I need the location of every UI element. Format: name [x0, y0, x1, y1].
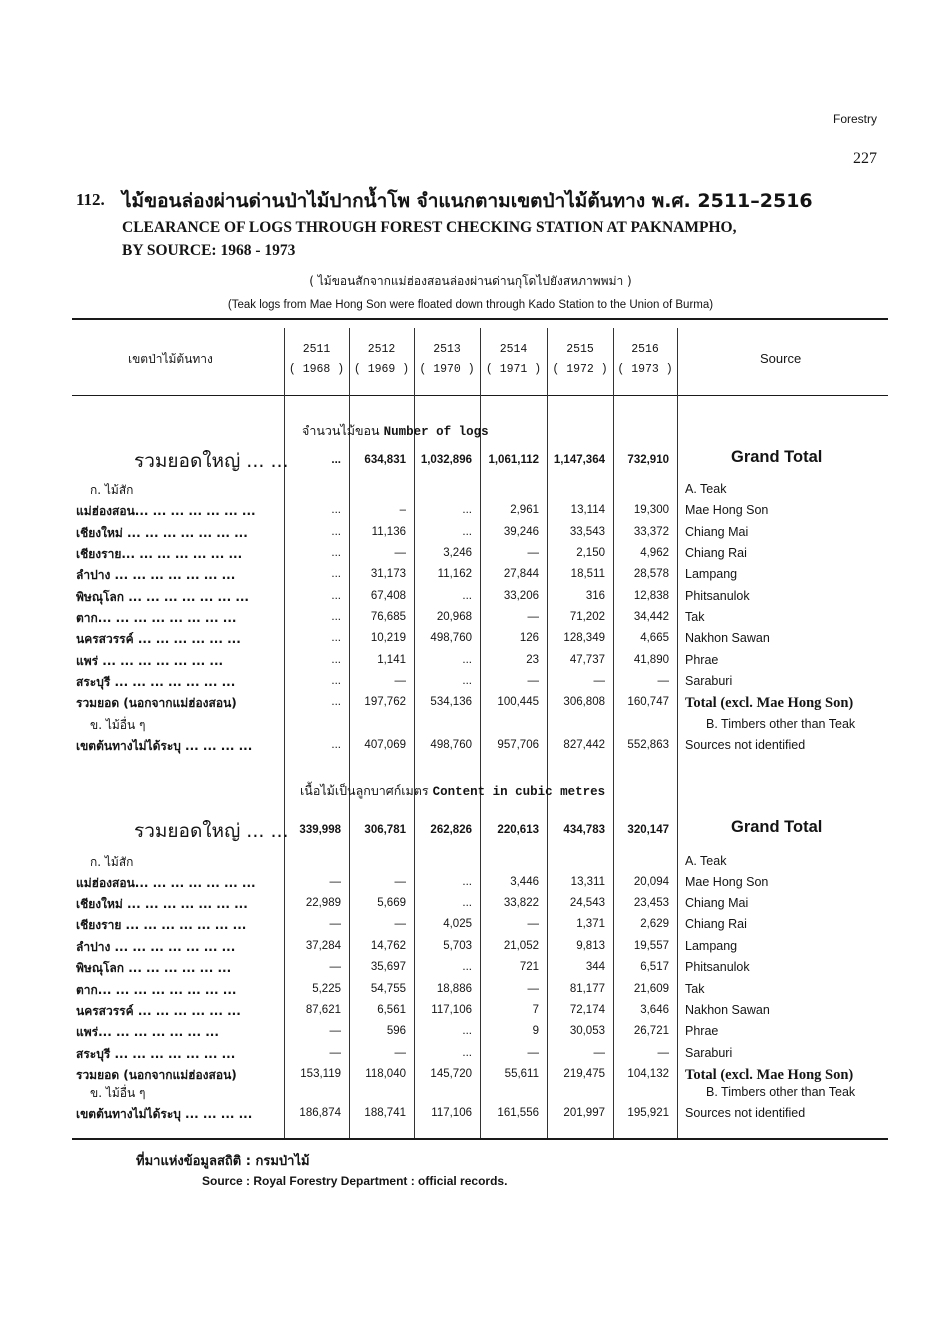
- title-en-line-2: BY SOURCE: 1968 - 1973: [122, 242, 296, 259]
- value-cell: —: [527, 1047, 539, 1059]
- table-row: [0, 694, 941, 715]
- value-cell: 320,147: [627, 824, 669, 836]
- value-cell: 13,311: [570, 876, 605, 888]
- value-cell: 9: [532, 1025, 539, 1037]
- row-source-label: A. Teak: [685, 482, 727, 496]
- table-row: [0, 737, 941, 758]
- value-cell: 2,150: [576, 547, 605, 559]
- table-row: [0, 959, 941, 980]
- row-label: สระบุรี ... ... ... ... ... ... ...: [76, 1047, 236, 1061]
- row-label: ก. ไม้สัก: [90, 855, 134, 869]
- value-cell: 11,136: [371, 526, 406, 538]
- header-year-2514: [480, 340, 547, 380]
- value-cell: ...: [462, 504, 472, 516]
- section-title-english: Number of logs: [383, 425, 489, 439]
- grand-total-row: [0, 820, 941, 841]
- value-cell: 201,997: [563, 1107, 605, 1119]
- value-cell: 87,621: [305, 1004, 341, 1016]
- row-label: เชียงใหม่ ... ... ... ... ... ... ...: [76, 897, 248, 911]
- value-cell: 262,826: [430, 824, 472, 836]
- value-cell: 1,147,364: [553, 454, 605, 466]
- value-cell: 35,697: [370, 961, 406, 973]
- footer-source-thai: ที่มาแห่งข้อมูลสถิติ : กรมป่าไม้: [136, 1154, 310, 1169]
- value-cell: 197,762: [364, 696, 406, 708]
- row-source-label: Grand Total: [731, 818, 823, 836]
- value-cell: 1,141: [377, 654, 406, 666]
- value-cell: 306,781: [364, 824, 406, 836]
- value-cell: —: [527, 918, 539, 930]
- row-source-label: Phitsanulok: [685, 589, 750, 603]
- section-title: [302, 421, 489, 441]
- table-row: [0, 566, 941, 587]
- row-source-label: Tak: [685, 982, 705, 996]
- value-cell: 26,721: [633, 1025, 669, 1037]
- value-cell: 827,442: [563, 739, 605, 751]
- value-cell: 1,371: [576, 918, 605, 930]
- value-cell: 434,783: [563, 824, 605, 836]
- value-cell: 407,069: [364, 739, 406, 751]
- value-cell: —: [394, 918, 406, 930]
- row-source-label: Saraburi: [685, 674, 733, 688]
- row-source-label: Chiang Rai: [685, 917, 747, 931]
- value-cell: 20,968: [436, 611, 472, 623]
- value-cell: 732,910: [627, 454, 669, 466]
- value-cell: 117,106: [431, 1107, 472, 1119]
- value-cell: 71,202: [569, 611, 605, 623]
- header-year-be: 2516: [631, 343, 659, 356]
- row-label: พิษณุโลก ... ... ... ... ... ...: [76, 961, 232, 975]
- row-label: สระบุรี ... ... ... ... ... ... ...: [76, 675, 236, 689]
- row-source-label: Saraburi: [685, 1046, 733, 1060]
- value-cell: —: [394, 876, 406, 888]
- row-source-label: Mae Hong Son: [685, 875, 769, 889]
- value-cell: ...: [331, 590, 341, 602]
- table-row: [0, 609, 941, 630]
- row-label: รวมยอด (นอกจากแม่ฮ่องสอน): [76, 696, 237, 710]
- section-title-english: Content in cubic metres: [432, 785, 606, 799]
- value-cell: 188,741: [364, 1107, 406, 1119]
- table-note-thai: ( ไม้ขอนสักจากแม่ฮ่องสอนล่องผ่านด่านกุโดไปยังสหภาพพม่า ): [309, 274, 632, 288]
- value-cell: ...: [462, 654, 472, 666]
- value-cell: 344: [585, 961, 605, 973]
- value-cell: 34,442: [633, 611, 669, 623]
- row-label: ก. ไม้สัก: [90, 483, 134, 497]
- value-cell: —: [527, 675, 539, 687]
- header-year-be: 2515: [566, 343, 594, 356]
- header-year-ce: ( 1971 ): [485, 363, 542, 376]
- value-cell: 498,760: [430, 739, 472, 751]
- value-cell: ...: [331, 547, 341, 559]
- row-source-label: B. Timbers other than Teak: [706, 717, 856, 731]
- value-cell: —: [527, 983, 539, 995]
- value-cell: 19,557: [633, 940, 669, 952]
- value-cell: ...: [462, 1025, 472, 1037]
- value-cell: ...: [331, 454, 341, 466]
- value-cell: 20,094: [633, 876, 669, 888]
- value-cell: 160,747: [627, 696, 669, 708]
- value-cell: 2,961: [510, 504, 539, 516]
- row-label: นครสวรรค์ ... ... ... ... ... ...: [76, 632, 241, 646]
- value-cell: 21,052: [503, 940, 539, 952]
- row-label: ลำปาง ... ... ... ... ... ... ...: [76, 940, 236, 954]
- value-cell: 37,284: [305, 940, 341, 952]
- value-cell: 3,246: [443, 547, 472, 559]
- header-region-label: เขตป่าไม้ต้นทาง: [128, 352, 213, 366]
- header-year-2513: [414, 340, 480, 380]
- table-title-english: [122, 216, 882, 262]
- value-cell: 18,886: [436, 983, 472, 995]
- header-year-be: 2511: [302, 343, 331, 356]
- row-label: เชียงราย... ... ... ... ... ... ...: [76, 547, 243, 561]
- table-top-rule: [72, 318, 888, 320]
- value-cell: 195,921: [627, 1107, 669, 1119]
- value-cell: 41,890: [633, 654, 669, 666]
- value-cell: 33,206: [503, 590, 539, 602]
- footer-source-english: Source : Royal Forestry Department : official records.: [202, 1174, 508, 1188]
- value-cell: 11,162: [437, 568, 472, 580]
- value-cell: 2,629: [640, 918, 669, 930]
- value-cell: 28,578: [633, 568, 669, 580]
- table-row: [0, 874, 941, 895]
- header-year-2516: [613, 340, 677, 380]
- value-cell: 161,556: [497, 1107, 539, 1119]
- row-label: แพร่... ... ... ... ... ... ...: [76, 1025, 219, 1039]
- value-cell: —: [329, 1047, 341, 1059]
- value-cell: 23,453: [633, 897, 669, 909]
- header-year-be: 2513: [433, 343, 461, 356]
- value-cell: 596: [386, 1025, 406, 1037]
- row-label: เขตต้นทางไม่ได้ระบุ ... ... ... ...: [76, 739, 253, 753]
- value-cell: 12,838: [633, 590, 669, 602]
- value-cell: 18,511: [570, 568, 605, 580]
- header-year-be: 2514: [499, 343, 528, 356]
- value-cell: 31,173: [370, 568, 406, 580]
- value-cell: 6,561: [377, 1004, 406, 1016]
- row-label: เชียงราย ... ... ... ... ... ... ...: [76, 918, 247, 932]
- table-row: [0, 853, 941, 874]
- row-label: รวมยอด (นอกจากแม่ฮ่องสอน): [76, 1068, 237, 1082]
- value-cell: –: [399, 504, 406, 516]
- row-source-label: Mae Hong Son: [685, 503, 769, 517]
- value-cell: 5,669: [377, 897, 406, 909]
- table-row: [0, 895, 941, 916]
- row-source-label: Chiang Mai: [685, 896, 749, 910]
- table-row: [0, 652, 941, 673]
- row-source-label: Grand Total: [731, 448, 823, 466]
- header-year-ce: ( 1969 ): [353, 363, 410, 376]
- row-source-label: Chiang Mai: [685, 525, 749, 539]
- value-cell: 33,372: [633, 526, 669, 538]
- value-cell: 19,300: [633, 504, 669, 516]
- value-cell: 118,040: [365, 1068, 406, 1080]
- value-cell: 24,543: [569, 897, 605, 909]
- value-cell: 128,349: [563, 632, 605, 644]
- value-cell: 104,132: [627, 1068, 669, 1080]
- row-label: เชียงใหม่ ... ... ... ... ... ... ...: [76, 526, 248, 540]
- header-year-be: 2512: [367, 343, 396, 356]
- value-cell: 5,225: [312, 983, 341, 995]
- value-cell: 1,032,896: [420, 454, 472, 466]
- value-cell: ...: [462, 526, 472, 538]
- value-cell: 33,822: [503, 897, 539, 909]
- value-cell: 5,703: [443, 940, 472, 952]
- value-cell: 76,685: [370, 611, 406, 623]
- value-cell: ...: [331, 526, 341, 538]
- value-cell: —: [329, 961, 341, 973]
- value-cell: 100,445: [497, 696, 539, 708]
- value-cell: 13,114: [570, 504, 605, 516]
- value-cell: 9,813: [576, 940, 605, 952]
- value-cell: 47,737: [569, 654, 605, 666]
- row-source-label: Phitsanulok: [685, 960, 750, 974]
- table-note-english: (Teak logs from Mae Hong Son were floated down through Kado Station to the Union of Burma): [227, 299, 714, 311]
- value-cell: ...: [331, 611, 341, 623]
- header-year-ce: ( 1970 ): [419, 363, 475, 376]
- value-cell: 316: [585, 590, 605, 602]
- table-row: [0, 1023, 941, 1044]
- row-label: ลำปาง ... ... ... ... ... ... ...: [76, 568, 236, 582]
- value-cell: ...: [462, 590, 472, 602]
- value-cell: —: [394, 675, 406, 687]
- value-cell: ...: [331, 632, 341, 644]
- section-title-thai: เนื้อไม้เป็นลูกบาศก์เมตร: [300, 783, 429, 798]
- value-cell: 1,061,112: [488, 454, 539, 466]
- value-cell: 33,543: [569, 526, 605, 538]
- value-cell: —: [657, 1047, 669, 1059]
- value-cell: 4,962: [640, 547, 669, 559]
- table-row: [0, 545, 941, 566]
- value-cell: ...: [331, 675, 341, 687]
- value-cell: 54,755: [370, 983, 406, 995]
- value-cell: 145,720: [430, 1068, 472, 1080]
- value-cell: 23: [526, 654, 539, 666]
- value-cell: —: [329, 1025, 341, 1037]
- value-cell: 67,408: [370, 590, 406, 602]
- header-source-label: Source: [760, 351, 802, 366]
- row-source-label: Lampang: [685, 939, 738, 953]
- value-cell: 219,475: [563, 1068, 605, 1080]
- value-cell: ...: [331, 696, 341, 708]
- row-source-label: Phrae: [685, 1024, 719, 1038]
- value-cell: —: [527, 611, 539, 623]
- row-source-label: B. Timbers other than Teak: [706, 1085, 856, 1099]
- value-cell: 39,246: [503, 526, 539, 538]
- value-cell: ...: [331, 568, 341, 580]
- table-row: [0, 716, 941, 737]
- row-source-label: Total (excl. Mae Hong Son): [685, 695, 854, 711]
- value-cell: —: [394, 547, 406, 559]
- value-cell: 55,611: [504, 1068, 539, 1080]
- value-cell: ...: [462, 1047, 472, 1059]
- value-cell: 634,831: [364, 454, 406, 466]
- value-cell: 4,665: [640, 632, 669, 644]
- row-label: นครสวรรค์ ... ... ... ... ... ...: [76, 1004, 241, 1018]
- header-year-ce: ( 1973 ): [617, 363, 673, 376]
- value-cell: 534,136: [430, 696, 472, 708]
- value-cell: 153,119: [300, 1068, 341, 1080]
- table-row: [0, 1105, 941, 1126]
- row-source-label: Nakhon Sawan: [685, 631, 770, 645]
- value-cell: 27,844: [503, 568, 539, 580]
- row-source-label: Sources not identified: [685, 738, 806, 752]
- table-row: [0, 938, 941, 959]
- grand-total-row: [0, 450, 941, 471]
- value-cell: 3,446: [510, 876, 539, 888]
- table-row: [0, 630, 941, 651]
- table-title-thai: ไม้ขอนล่องผ่านด่านป่าไม้ปากน้ำโพ จำแนกตามเขตป่าไม้ต้นทาง พ.ศ. 2511–2516: [122, 190, 813, 212]
- value-cell: 21,609: [633, 983, 669, 995]
- value-cell: —: [394, 1047, 406, 1059]
- row-label: แม่ฮ่องสอน... ... ... ... ... ... ...: [76, 876, 256, 890]
- title-en-line-1: CLEARANCE OF LOGS THROUGH FOREST CHECKING STATION AT PAKNAMPHO,: [122, 219, 737, 236]
- header-year-2512: [349, 340, 414, 380]
- value-cell: —: [329, 876, 341, 888]
- value-cell: 721: [519, 961, 539, 973]
- value-cell: 117,106: [431, 1004, 472, 1016]
- row-source-label: Chiang Rai: [685, 546, 747, 560]
- header-year-2511: [284, 340, 349, 380]
- row-source-label: A. Teak: [685, 854, 727, 868]
- row-label: พิษณุโลก ... ... ... ... ... ... ...: [76, 590, 249, 604]
- value-cell: 306,808: [563, 696, 605, 708]
- header-year-2515: [547, 340, 613, 380]
- value-cell: ...: [462, 876, 472, 888]
- table-row: [0, 588, 941, 609]
- value-cell: ...: [462, 897, 472, 909]
- row-source-label: Sources not identified: [685, 1106, 806, 1120]
- value-cell: 6,517: [640, 961, 669, 973]
- row-source-label: Nakhon Sawan: [685, 1003, 770, 1017]
- value-cell: 186,874: [299, 1107, 341, 1119]
- value-cell: 498,760: [430, 632, 472, 644]
- value-cell: —: [593, 675, 605, 687]
- section-title-thai: จำนวนไม้ขอน: [302, 423, 380, 438]
- page-number: 227: [853, 150, 877, 167]
- table-row: [0, 673, 941, 694]
- row-source-label: Phrae: [685, 653, 719, 667]
- value-cell: 81,177: [569, 983, 605, 995]
- value-cell: 3,646: [640, 1004, 669, 1016]
- table-row: [0, 481, 941, 502]
- running-head: Forestry: [832, 112, 877, 126]
- value-cell: 30,053: [569, 1025, 605, 1037]
- value-cell: 7: [532, 1004, 539, 1016]
- table-row: [0, 524, 941, 545]
- row-label: รวมยอดใหญ่ ... ...: [134, 820, 289, 842]
- section-title: [300, 781, 605, 801]
- table-row: [0, 502, 941, 523]
- value-cell: 957,706: [497, 739, 539, 751]
- row-label: เขตต้นทางไม่ได้ระบุ ... ... ... ...: [76, 1107, 253, 1121]
- row-label: ตาก... ... ... ... ... ... ... ...: [76, 611, 237, 625]
- value-cell: ...: [331, 654, 341, 666]
- value-cell: ...: [331, 739, 341, 751]
- value-cell: 220,613: [497, 824, 539, 836]
- value-cell: 552,863: [627, 739, 669, 751]
- value-cell: 339,998: [299, 824, 341, 836]
- table-row: [0, 916, 941, 937]
- value-cell: 4,025: [443, 918, 472, 930]
- header-year-ce: ( 1972 ): [552, 363, 608, 376]
- row-label: แม่ฮ่องสอน... ... ... ... ... ... ...: [76, 504, 256, 518]
- value-cell: —: [593, 1047, 605, 1059]
- row-label: ตาก... ... ... ... ... ... ... ...: [76, 983, 237, 997]
- row-source-label: Total (excl. Mae Hong Son): [685, 1067, 854, 1083]
- row-label: แพร่ ... ... ... ... ... ... ...: [76, 654, 224, 668]
- value-cell: ...: [331, 504, 341, 516]
- table-row: [0, 1045, 941, 1066]
- row-label: รวมยอดใหญ่ ... ...: [134, 450, 289, 472]
- table-row: [0, 1002, 941, 1023]
- value-cell: —: [657, 675, 669, 687]
- value-cell: 10,219: [370, 632, 406, 644]
- value-cell: 22,989: [305, 897, 341, 909]
- value-cell: 14,762: [370, 940, 406, 952]
- value-cell: —: [329, 918, 341, 930]
- table-row: [0, 981, 941, 1002]
- row-source-label: Lampang: [685, 567, 738, 581]
- table-bottom-rule: [72, 1138, 888, 1140]
- value-cell: —: [527, 547, 539, 559]
- row-label: ข. ไม้อื่น ๆ: [90, 1086, 146, 1100]
- value-cell: ...: [462, 961, 472, 973]
- row-source-label: Tak: [685, 610, 705, 624]
- value-cell: ...: [462, 675, 472, 687]
- value-cell: 72,174: [569, 1004, 605, 1016]
- table-number: 112.: [76, 190, 105, 209]
- table-row: [0, 1084, 941, 1105]
- row-label: ข. ไม้อื่น ๆ: [90, 718, 146, 732]
- value-cell: 126: [519, 632, 539, 644]
- header-year-ce: ( 1968 ): [288, 363, 345, 376]
